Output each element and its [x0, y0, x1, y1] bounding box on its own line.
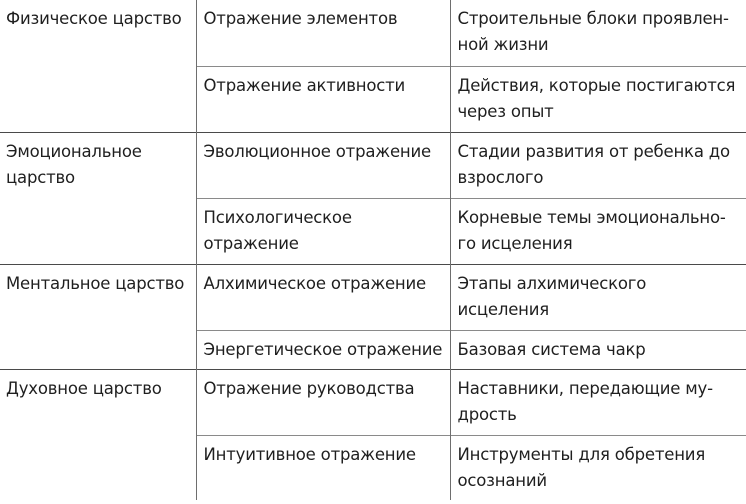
description-cell [450, 0, 746, 67]
description-text: Стадии развития от ребенка до взрослого [457, 142, 730, 187]
reflection-cell [196, 133, 450, 199]
reflection-cell [196, 436, 450, 501]
realm-label: Физическое царство [6, 9, 182, 28]
description-text: Базовая система чакр [457, 340, 646, 359]
realm-cell [0, 436, 196, 501]
realm-label: Ментальное царство [6, 274, 185, 293]
description-text: Наставники, передающие му-дрость [457, 379, 713, 424]
reflection-cell [196, 67, 450, 133]
table-row [0, 331, 746, 370]
reflection-label: Отражение активности [203, 76, 406, 95]
table-row [0, 67, 746, 133]
realm-cell [0, 67, 196, 133]
description-cell [450, 199, 746, 265]
table-row [0, 370, 746, 436]
realm-cell [0, 133, 196, 199]
table-row [0, 0, 746, 67]
reflection-cell [196, 265, 450, 331]
reflection-cell [196, 0, 450, 67]
description-cell [450, 265, 746, 331]
table-row [0, 436, 746, 501]
reflection-label: Энергетическое отражение [203, 340, 443, 359]
reflection-label: Интуитивное отражение [203, 445, 416, 464]
realm-label: Эмоциональное царство [6, 142, 142, 187]
description-cell [450, 436, 746, 501]
table-row [0, 265, 746, 331]
reflection-label: Отражение элементов [203, 9, 398, 28]
reflection-label: Отражение руководства [203, 379, 415, 398]
realm-cell [0, 331, 196, 370]
description-cell [450, 133, 746, 199]
reflection-label: Психологическое отражение [203, 208, 352, 253]
description-text: Инструменты для обретения осознаний [457, 445, 706, 490]
reflection-label: Алхимическое отражение [203, 274, 426, 293]
description-cell [450, 67, 746, 133]
reflection-cell [196, 199, 450, 265]
reflection-label: Эволюционное отражение [203, 142, 431, 161]
realm-cell [0, 0, 196, 67]
description-text: Строительные блоки проявлен-ной жизни [457, 9, 729, 54]
description-text: Корневые темы эмоционально-го исцеления [457, 208, 726, 253]
reflection-cell [196, 370, 450, 436]
description-text: Действия, которые постигаются через опыт [457, 76, 736, 121]
realm-label: Духовное царство [6, 379, 162, 398]
description-cell [450, 331, 746, 370]
reflection-cell [196, 331, 450, 370]
description-text: Этапы алхимического исцеления [457, 274, 647, 319]
realm-cell [0, 370, 196, 436]
realm-cell [0, 199, 196, 265]
table-row [0, 199, 746, 265]
table-row [0, 133, 746, 199]
description-cell [450, 370, 746, 436]
realm-cell [0, 265, 196, 331]
